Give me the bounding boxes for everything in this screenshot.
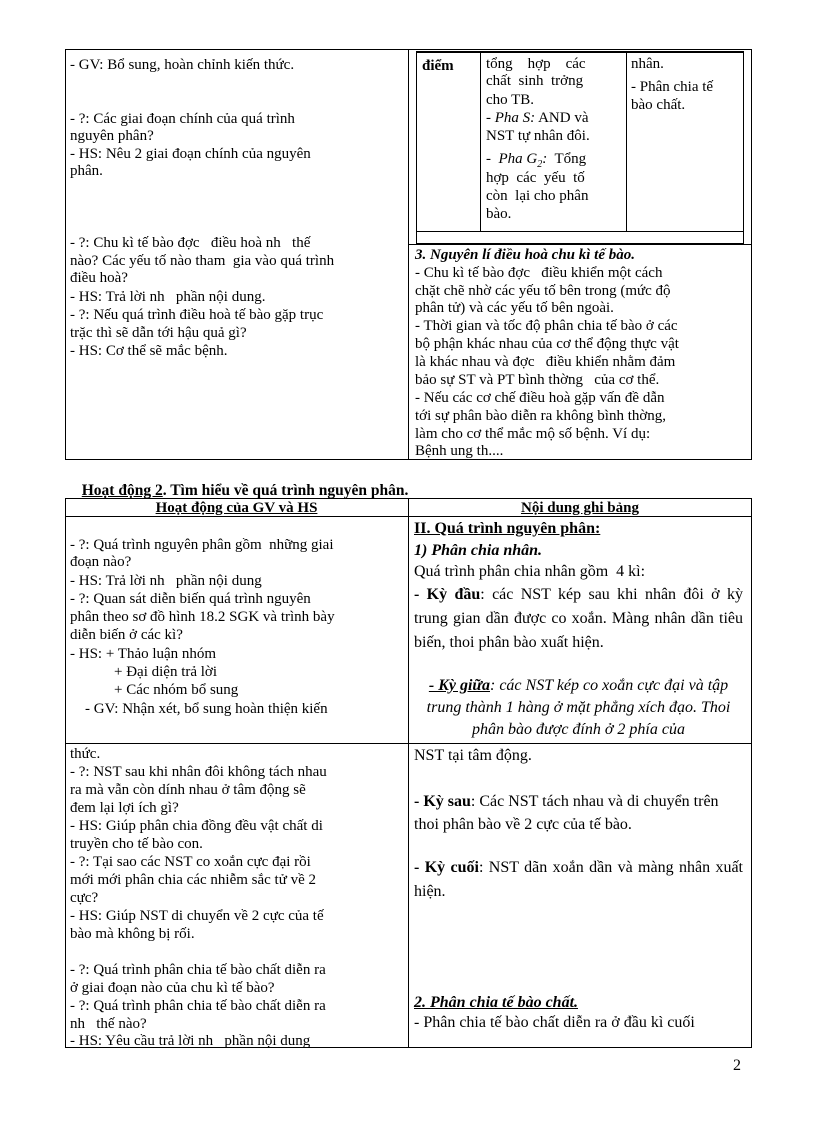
activity-left-line: truyền cho tế bào con. — [70, 836, 203, 852]
top-left-line: - ?: Các giai đoạn chính của quá trình — [70, 111, 295, 127]
right-line: bảo sự ST và PT bình thờng của cơ thể. — [415, 372, 660, 388]
inner-table-col-divider — [626, 51, 627, 232]
inner-cell-text: hợp các yếu tố — [486, 170, 585, 186]
ky-giua-paragraph — [414, 675, 743, 741]
top-table-divider — [408, 49, 409, 460]
row-divider — [65, 743, 752, 744]
top-left-line: - HS: Cơ thể sẽ mắc bệnh. — [70, 343, 228, 359]
right-line: - Chu kì tế bào đợc điều khiển một cách — [415, 265, 663, 281]
activity-left-line: đem lại lợi ích gì? — [70, 800, 179, 816]
inner-cell-text: - Phân chia tế — [631, 79, 714, 95]
activity-left-line: - ?: NST sau khi nhân đôi không tách nhau — [70, 764, 327, 780]
header-row-bottom — [65, 516, 752, 517]
activity-left-line: + Các nhóm bổ sung — [114, 682, 239, 698]
right-line: làm cho cơ thể mắc mộ số bệnh. Ví dụ: — [415, 426, 651, 442]
activity-left-line: + Đại diện trả lời — [114, 664, 218, 680]
ky-cuoi-label: - Kỳ cuối — [414, 859, 479, 876]
top-left-line: phân. — [70, 163, 103, 179]
content-line: Quá trình phân chia nhân gồm 4 kì: — [414, 563, 646, 580]
activity-left-line: ở giai đoạn nào của chu kì tế bào? — [70, 980, 275, 996]
inner-cell-text: bào. — [486, 206, 512, 222]
top-left-line: nào? Các yếu tố nào tham gia vào quá trình — [70, 253, 335, 269]
top-left-line: - HS: Nêu 2 giai đoạn chính của nguyên — [70, 146, 311, 162]
header-left: Hoạt động của GV và HS — [155, 500, 318, 516]
top-left-line: - ?: Chu kì tế bào đợc điều hoà nh thế — [70, 235, 311, 251]
top-left-line: điều hoà? — [70, 270, 128, 286]
activity-left-line: - HS: Trả lời nh phần nội dung — [70, 573, 262, 589]
right-section-divider — [408, 244, 752, 245]
activity-left-line: - HS: + Thảo luận nhóm — [70, 646, 217, 662]
subsection-heading: 2. Phân chia tế bào chất. — [414, 994, 579, 1011]
inner-cell-text: cho TB. — [486, 92, 535, 108]
inner-table-col-divider — [480, 51, 481, 232]
activity-left-line: - HS: Giúp phân chia đồng đều vật chất di — [70, 818, 323, 834]
right-line: phân tử) và các yếu tố bên ngoài. — [415, 300, 614, 316]
inner-table-row-bottom — [416, 231, 744, 232]
activity-table-divider — [408, 498, 409, 1048]
right-line: bộ phận khác nhau của cơ thể động thực vật — [415, 336, 679, 352]
activity-left-line: bào mà không bị rối. — [70, 926, 195, 942]
top-left-line: - GV: Bổ sung, hoàn chỉnh kiến thức. — [70, 57, 295, 73]
activity-left-line: - GV: Nhận xét, bổ sung hoàn thiện kiến — [85, 701, 328, 717]
activity-left-line: - HS: Yêu cầu trả lời nh phần nội dung — [70, 1033, 311, 1047]
right-line: - Nếu các cơ chế điều hoà gặp vấn đề dẫn — [415, 390, 665, 406]
ky-dau-paragraph — [414, 583, 743, 655]
inner-table-top-border — [416, 51, 744, 53]
top-left-line: - HS: Trả lời nh phần nội dung. — [70, 289, 266, 305]
activity-left-line: - HS: Giúp NST di chuyển về 2 cực của tế — [70, 908, 324, 924]
ky-sau-text: : Các NST tách nhau và di chuyển trên thoi phân bào về 2 cực của tế bào. — [414, 793, 719, 833]
activity-left-line: phân theo sơ đồ hình 18.2 SGK và trình bày — [70, 609, 335, 625]
inner-cell-text: bào chất. — [631, 97, 686, 113]
right-line: tới sự phân bào diễn ra không bình thờng, — [415, 408, 667, 424]
activity-left-line: cực? — [70, 890, 99, 906]
ky-giua-label: - Kỳ giữa — [428, 677, 490, 694]
content-line: NST tại tâm động. — [414, 747, 532, 764]
activity-left-line: mới mới phân chia các nhiễm sắc tử về 2 — [70, 872, 316, 888]
right-line: Bệnh ung th.... — [415, 443, 504, 459]
inner-cell-text: chất sinh trởng — [486, 73, 584, 89]
right-line: - Thời gian và tốc độ phân chia tế bào ở các — [415, 318, 678, 334]
activity-title: Hoạt động 2. Tìm hiểu về quá trình nguyên phân. — [81, 482, 409, 499]
top-left-line: nguyên phân? — [70, 128, 154, 144]
inner-cell-text: - Pha $G_2$: Tổng — [486, 151, 587, 170]
activity-left-line: thức. — [70, 746, 101, 762]
activity-left-line: - ?: Quá trình nguyên phân gồm những giai — [70, 537, 334, 553]
inner-cell-label: điểm — [422, 58, 454, 74]
inner-cell-text: nhân. — [631, 56, 664, 72]
activity-left-line: - ?: Quan sát diễn biến quá trình nguyên — [70, 591, 311, 607]
ky-dau-text: : các NST kép sau khi nhân đôi ở kỳ trung gian dần được co xoắn. Màng nhân dần tiêu biến, thoi phân bào xuất hiện. — [414, 586, 743, 651]
header-right: Nội dung ghi bảng — [521, 500, 639, 516]
activity-left-line: ra mà vẫn còn dính nhau ở tâm động sẽ — [70, 782, 306, 798]
activity-left-line: đoạn nào? — [70, 554, 132, 570]
activity-left-line: - ?: Quá trình phân chia tế bào chất diễn ra — [70, 998, 326, 1014]
ky-sau-paragraph — [414, 790, 744, 836]
activity-left-line: - ?: Tại sao các NST co xoắn cực đại rồi — [70, 854, 311, 870]
content-line: - Phân chia tế bào chất diễn ra ở đầu kì cuối — [414, 1014, 695, 1031]
page-number: 2 — [733, 1057, 741, 1074]
top-left-line: - ?: Nếu quá trình điều hoà tế bào gặp trục — [70, 307, 324, 323]
top-left-line: trặc thì sẽ dẫn tới hậu quả gì? — [70, 325, 247, 341]
ky-cuoi-text: : NST dãn xoắn dần và màng nhân xuất hiện. — [414, 859, 744, 900]
ky-cuoi-paragraph — [414, 856, 743, 904]
ky-sau-label: - Kỳ sau — [414, 793, 471, 810]
inner-cell-text: NST tự nhân đôi. — [486, 128, 590, 144]
right-line: là khác nhau và đợc điều khiển nhằm đảm — [415, 354, 676, 370]
ky-giua-text: : các NST kép co xoắn cực đại và tập trung thành 1 hàng ở mặt phẳng xích đạo. Thoi phân bào được đính ở 2 phía của — [426, 677, 731, 738]
inner-cell-text: còn lại cho phân — [486, 188, 589, 204]
inner-cell-text: tổng hợp các — [486, 56, 586, 72]
section-heading: II. Quá trình nguyên phân: — [414, 520, 601, 537]
ky-dau-label: - Kỳ đầu — [414, 586, 481, 603]
inner-cell-text: - Pha S: AND và — [486, 110, 589, 126]
activity-left-line: nh thế nào? — [70, 1016, 147, 1032]
section-heading: 3. Nguyên lí điều hoà chu kì tế bào. — [415, 247, 636, 263]
right-line: chặt chẽ nhờ các yếu tố bên trong (mức độ — [415, 283, 671, 299]
subsection-heading: 1) Phân chia nhân. — [414, 542, 543, 559]
activity-left-line: diễn biến ở các kì? — [70, 627, 183, 643]
activity-left-line: - ?: Quá trình phân chia tế bào chất diễn ra — [70, 962, 326, 978]
